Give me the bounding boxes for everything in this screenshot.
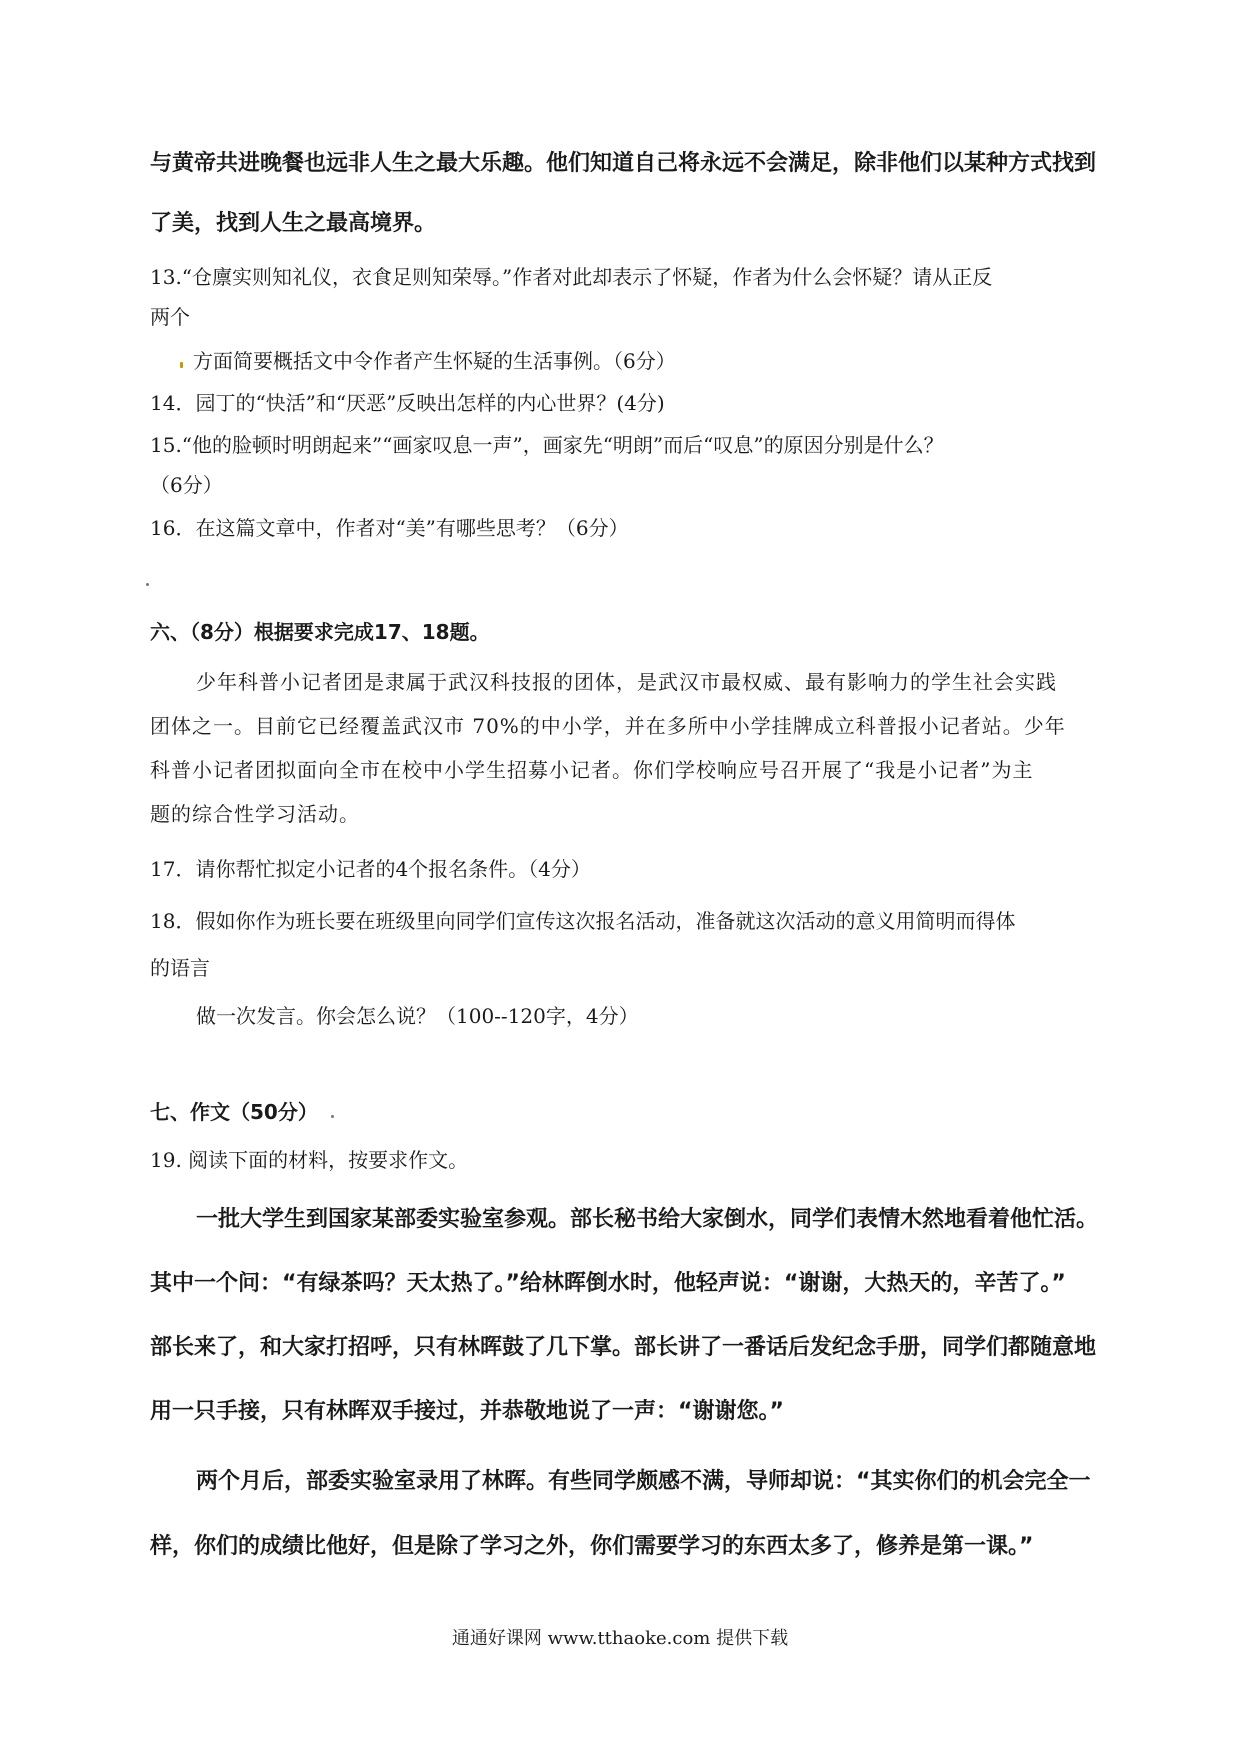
section-6-para-line-1: 少年科普小记者团是隶属于武汉科技报的团体，是武汉市最权威、最有影响力的学生社会实践 (196, 670, 1057, 694)
question-18-line-2: 的语言 (150, 956, 210, 980)
question-18-line-3: 做一次发言。你会怎么说？（100--120字，4分） (196, 1004, 639, 1028)
question-14: 14．园丁的“快活”和“厌恶”反映出怎样的内心世界？(4分) (150, 391, 665, 415)
material-line-4: 用一只手接，只有林晖双手接过，并恭敬地说了一声：“谢谢您。” (150, 1399, 784, 1424)
print-speck (331, 1115, 334, 1118)
passage-line-2: 了美，找到人生之最高境界。 (150, 211, 437, 236)
material-line-3: 部长来了，和大家打招呼，只有林晖鼓了几下掌。部长讲了一番话后发纪念手册，同学们都随意地 (150, 1335, 1097, 1360)
question-18-line-1: 18．假如你作为班长要在班级里向同学们宣传这次报名活动，准备就这次活动的意义用简明而得体 (150, 909, 1016, 933)
question-15-line-2: （6分） (150, 473, 223, 497)
print-speck (146, 583, 149, 586)
question-13-line-2: 两个 (150, 305, 190, 329)
question-13-line-3: 方面简要概括文中令作者产生怀疑的生活事例。（6分） (193, 349, 676, 373)
section-6-heading: 六、（8分）根据要求完成17、18题。 (150, 620, 490, 644)
question-16: 16．在这篇文章中，作者对“美”有哪些思考？（6分） (150, 516, 629, 540)
question-13-line-1: 13.“仓廪实则知礼仪，衣食足则知荣辱。”作者对此却表示了怀疑，作者为什么会怀疑？请从正反 (150, 265, 993, 289)
page-footer: 通通好课网 www.tthaoke.com 提供下载 (451, 1628, 789, 1649)
section-6-para-line-2: 团体之一。目前它已经覆盖武汉市 70%的中小学，并在多所中小学挂牌成立科普报小记者站。少年 (150, 714, 1066, 738)
section-7-heading: 七、作文（50分） (150, 1100, 318, 1124)
material-line-2: 其中一个问：“有绿茶吗？天太热了。”给林晖倒水时，他轻声说：“谢谢，大热天的，辛苦了。” (150, 1271, 1066, 1296)
material-line-1: 一批大学生到国家某部委实验室参观。部长秘书给大家倒水，同学们表情木然地看着他忙活。 (196, 1207, 1099, 1232)
print-speck (180, 362, 183, 368)
section-6-para-line-4: 题的综合性学习活动。 (150, 802, 360, 826)
question-15-line-1: 15.“他的脸顿时明朗起来”“画家叹息一声”，画家先“明朗”而后“叹息”的原因分别是什么？ (150, 433, 944, 457)
material-line-6: 样，你们的成绩比他好，但是除了学习之外，你们需要学习的东西太多了，修养是第一课。” (150, 1534, 1034, 1559)
material-line-5: 两个月后，部委实验室录用了林晖。有些同学颇感不满，导师却说：“其实你们的机会完全一 (196, 1469, 1091, 1494)
passage-line-1: 与黄帝共进晚餐也远非人生之最大乐趣。他们知道自己将永远不会满足，除非他们以某种方式找到 (150, 151, 1097, 176)
section-6-para-line-3: 科普小记者团拟面向全市在校中小学生招募小记者。你们学校响应号召开展了“我是小记者”为主 (150, 758, 1034, 782)
question-17: 17．请你帮忙拟定小记者的4个报名条件。（4分） (150, 857, 591, 881)
question-19: 19. 阅读下面的材料，按要求作文。 (150, 1148, 469, 1172)
